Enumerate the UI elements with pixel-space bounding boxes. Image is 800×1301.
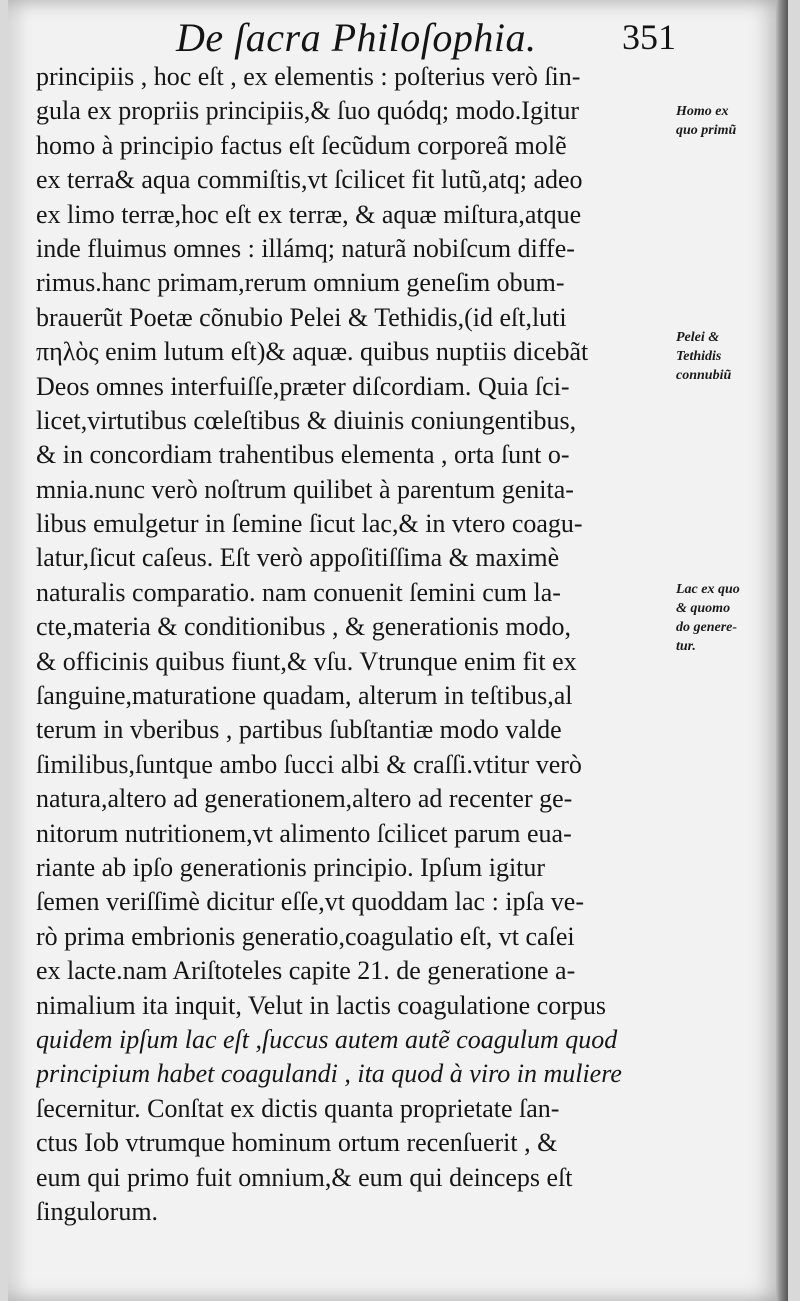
marginal-note-homo [676,102,784,140]
text-line: natura,altero ad generationem,altero ad recenter ge- [36,784,573,814]
marginal-note-line: Tethidis [676,349,722,364]
text-line: eum qui primo fuit omnium,& eum qui deinceps eſt [36,1162,573,1192]
text-line: nitorum nutritionem,vt alimento ſcilicet parum eua- [36,818,572,848]
text-line: & officinis quibus fiunt,& vſu. Vtrunque enim fit ex [36,646,577,676]
body-text [36,60,672,1229]
text-line: gula ex propriis principiis,& ſuo quódq; modo.Igitur [36,96,580,126]
text-line: cte,materia & conditionibus , & generationis modo, [36,612,572,642]
text-line: nimalium ita inquit, Velut in lactis coagulatione corpus [36,990,606,1020]
text-line: brauerũt Poetæ cõnubio Pelei & Tethidis,(id eſt,luti [36,302,567,332]
text-line: libus emulgetur in ſemine ſicut lac,& in vtero coagu- [36,509,583,539]
text-line: ex limo terræ,hoc eſt ex terræ, & aquæ miſtura,atque [36,199,582,229]
book-page [8,0,788,1301]
text-line: naturalis comparatio. nam conuenit ſemini cum la- [36,577,561,607]
text-line: homo à principio factus eſt ſecũdum corporeã molẽ [36,130,567,160]
marginal-note-line: & quomo [676,601,731,616]
marginal-note-line: connubiũ [676,368,732,383]
text-line: ſemen veriſſimè dicitur eſſe,vt quoddam lac : ipſa ve- [36,887,584,917]
text-line: ſecernitur. Conſtat ex dictis quanta proprietate ſan- [36,1093,560,1123]
text-line: ſimilibus,ſuntque ambo ſucci albi & craſſi.vtitur verò [36,749,582,779]
text-line: latur,ſicut caſeus. Eſt verò appoſitiſſima & maximè [36,543,560,573]
marginal-note-line: Homo ex [676,104,729,119]
text-line: licet,virtutibus cœleſtibus & diuinis coniungentibus, [36,405,577,435]
marginal-note-line: tur. [676,639,696,654]
text-line: terum in vberibus , partibus ſubſtantiæ modo valde [36,715,562,745]
text-line: ctus Iob vtrumque hominum ortum recenſuerit , & [36,1128,558,1158]
text-line: ex lacte.nam Ariſtoteles capite 21. de generatione a- [36,956,576,986]
marginal-note-line: do genere- [676,620,738,635]
text-line: quidem ipſum lac eſt ,ſuccus autem autẽ coagulum quod [36,1024,618,1054]
text-line: ſingulorum. [36,1196,159,1226]
text-line: principium habet coagulandi , ita quod à viro in muliere [36,1059,622,1089]
text-line: mnia.nunc verò noſtrum quilibet à parentum genita- [36,474,574,504]
marginal-note-lac [676,580,784,656]
text-line: & in concordiam trahentibus elementa , orta ſunt o- [36,440,570,470]
page-header [176,14,696,66]
text-line: riante ab ipſo generationis principio. Ipſum igitur [36,852,546,882]
marginal-note-line: Pelei & [676,330,720,345]
text-line: principiis , hoc eſt , ex elementis : poſterius verò ſin- [36,62,581,91]
running-title: De ſacra Philoſophia. [176,15,537,60]
page-number: 351 [622,17,676,57]
page-edge-shadow [776,0,788,1301]
text-line: ex terra& aqua commiſtis,vt ſcilicet fit lutũ,atq; adeo [36,165,583,195]
text-line: ſanguine,maturatione quadam, alterum in teſtibus,al [36,681,573,711]
marginal-note-pelei [676,328,784,385]
text-line: rimus.hanc primam,rerum omnium geneſim obum- [36,268,565,298]
marginal-note-line: quo primũ [676,123,737,138]
text-line: Deos omnes interfuiſſe,præter diſcordiam. Quia ſci- [36,371,570,401]
marginal-note-line: Lac ex quo [676,582,740,597]
text-line: inde fluimus omnes : illámq; naturã nobiſcum diffe- [36,233,575,263]
text-line: πηλὸς enim lutum eſt)& aquæ. quibus nuptiis dicebãt [36,337,589,367]
text-line: rò prima embrionis generatio,coagulatio eſt, vt caſei [36,921,575,951]
